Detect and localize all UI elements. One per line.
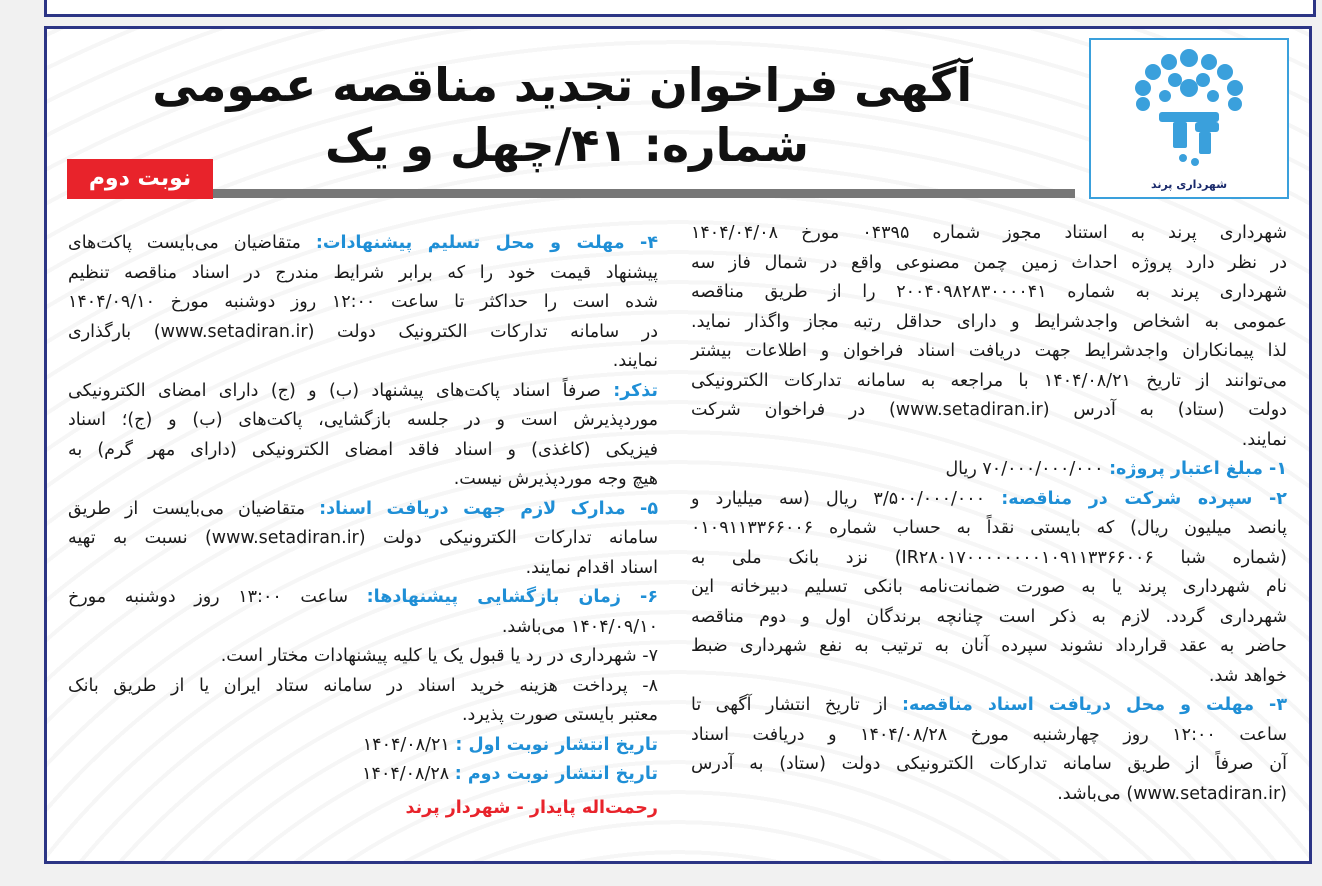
body-text: موردپذیرش است و در جلسه بازگشایی، پاکت‌های (ب) و (ج)؛ اسناد: [68, 410, 658, 430]
text-line: [68, 613, 658, 643]
divider-bar: [213, 189, 1075, 198]
text-line: [691, 396, 1287, 426]
text-line: [68, 731, 658, 761]
text-line: [68, 583, 658, 613]
notice-number: شماره: ۴۱/چهل و یک: [325, 118, 809, 172]
body-text: شهرداری گردد. لازم به ذکر است چنانچه برندگان اول و دوم مناقصه: [691, 606, 1287, 627]
text-line: [68, 465, 658, 495]
body-text: معتبر بایستی صورت پذیرد.: [461, 705, 658, 725]
text-line: [68, 406, 658, 436]
body-text: در نظر دارد پروژه احداث زمین چمن مصنوعی واقع در شمال فاز سه: [691, 252, 1287, 273]
body-text: هیچ وجه موردپذیرش نیست.: [453, 469, 658, 489]
text-line: [68, 347, 658, 377]
body-text: پیشنهاد قیمت خود را که برابر شرایط مندرج در اسناد مناقصه تنظیم: [68, 262, 658, 283]
tender-notice: [44, 26, 1312, 864]
body-text: خواهد شد.: [1208, 665, 1287, 686]
round-badge: نوبت دوم: [67, 159, 213, 199]
text-line: [691, 485, 1287, 515]
body-text: ۷- شهرداری در رد یا قبول یک یا کلیه پیشنهادات مختار است.: [220, 646, 658, 666]
text-line: [691, 691, 1287, 721]
text-line: [691, 544, 1287, 574]
section-heading: ۶- زمان بازگشایی پیشنهادها:: [366, 587, 658, 607]
body-text: نمایند.: [612, 351, 658, 371]
text-line: [691, 308, 1287, 338]
body-text: می‌توانند از تاریخ ۱۴۰۴/۰۸/۲۱ با مراجعه به سامانه تدارکات الکترونیکی: [691, 370, 1287, 391]
body-text: (شماره شبا IR۲۸۰۱۷۰۰۰۰۰۰۰۰۱۰۹۱۱۳۳۶۶۰۰۶) نزد بانک ملی به: [691, 547, 1287, 568]
body-text: لذا پیمانکاران واجدشرایط جهت دریافت اسناد فراخوان و اطلاعات بیشتر: [691, 341, 1287, 361]
text-line: [68, 642, 658, 672]
body-text: شهرداری پرند به شماره ۲۰۰۴۰۹۸۲۸۳۰۰۰۰۴۱ را از طریق مناقصه: [691, 282, 1287, 302]
left-column: [68, 229, 658, 823]
body-text: اسناد اقدام نمایند.: [525, 557, 658, 578]
text-line: [68, 554, 658, 584]
logo-emblem-icon: [1091, 40, 1287, 170]
text-line: [691, 426, 1287, 456]
body-text: دولت (ستاد) به آدرس (www.setadiran.ir) در فراخوان شرکت: [691, 400, 1287, 420]
body-text: نمایند.: [1241, 429, 1287, 450]
text-line: [691, 603, 1287, 633]
section-heading: تذکر:: [613, 380, 658, 401]
text-line: [68, 436, 658, 466]
section-heading: ۳- مهلت و محل دریافت اسناد مناقصه:: [902, 695, 1287, 715]
notice-title: آگهی فراخوان تجدید مناقصه عمومی: [152, 58, 973, 112]
text-line: [691, 514, 1287, 544]
body-text: شده است را حداکثر تا ساعت ۱۲:۰۰ روز دوشنبه مورخ ۱۴۰۴/۰۹/۱۰: [68, 292, 659, 312]
section-heading: تاریخ انتشار نوبت دوم :: [454, 764, 658, 784]
body-text: (www.setadiran.ir) می‌باشد.: [1057, 783, 1287, 804]
body-text: حاضر به عقد قرارداد نشوند سپرده آنان به ترتیب به نفع شهرداری ضبط: [691, 636, 1287, 656]
body-text: ۷۰/۰۰۰/۰۰۰/۰۰۰ ریال: [945, 459, 1104, 479]
body-text: متقاضیان می‌بایست از طریق: [68, 498, 306, 519]
text-line: [68, 495, 658, 525]
body-text: ساعت ۱۳:۰۰ روز دوشنبه مورخ: [68, 587, 348, 607]
body-text: ۳/۵۰۰/۰۰۰/۰۰۰ ریال (سه میلیارد و: [691, 488, 986, 509]
text-line: [691, 662, 1287, 692]
text-line: [68, 229, 658, 259]
text-line: [691, 367, 1287, 397]
body-text: آن صرفاً از طریق سامانه تدارکات الکترونیکی دولت (ستاد) به آدرس: [691, 754, 1287, 774]
body-text: در سامانه تدارکات الکترونیک دولت (www.setadiran.ir) بارگذاری: [68, 321, 658, 342]
signature: رحمت‌اله پایدار - شهردار پرند: [405, 797, 658, 818]
body-text: ۸- پرداخت هزینه خرید اسناد در سامانه ستاد ایران یا از طریق بانک: [68, 675, 658, 696]
body-text: متقاضیان می‌بایست پاکت‌های: [68, 233, 301, 253]
section-heading: ۴- مهلت و محل تسلیم پیشنهادات:: [315, 233, 658, 253]
text-line: [691, 750, 1287, 780]
body-text: پانصد میلیون ریال) که بایستی نقداً به حساب شماره ۰۱۰۹۱۱۳۳۶۶۰۰۶: [691, 518, 1287, 538]
body-text: ۱۴۰۴/۰۸/۲۱: [362, 734, 450, 755]
body-text: نام شهرداری پرند یا به صورت ضمانت‌نامه بانکی تسلیم دبیرخانه این: [691, 577, 1287, 597]
text-line: [691, 780, 1287, 810]
right-column: [691, 219, 1287, 809]
body-text: از تاریخ انتشار آگهی تا: [691, 695, 888, 715]
section-heading: تاریخ انتشار نوبت اول :: [455, 734, 658, 755]
text-line: [691, 249, 1287, 279]
section-heading: ۵- مدارک لازم جهت دریافت اسناد:: [319, 498, 658, 519]
section-heading: ۱- مبلغ اعتبار پروژه:: [1109, 459, 1287, 479]
text-line: [691, 337, 1287, 367]
text-line: [68, 760, 658, 790]
text-line: [691, 632, 1287, 662]
text-line: [68, 259, 658, 289]
body-text: ۱۴۰۴/۰۸/۲۸: [362, 764, 450, 784]
text-line: [691, 278, 1287, 308]
text-line: [691, 455, 1287, 485]
text-line: [68, 701, 658, 731]
body-text: عمومی به اشخاص واجدشرایط و دارای حداقل رتبه مجاز واگذار نماید.: [691, 311, 1287, 332]
logo-text: شهرداری پرند: [1150, 178, 1228, 191]
text-line: [68, 318, 658, 348]
text-line: [68, 377, 658, 407]
body-text: فیزیکی (کاغذی) و اسناد فاقد امضای الکترونیکی (دارای مهر گرم) به: [68, 439, 658, 460]
text-line: [68, 288, 658, 318]
municipality-logo: [1089, 38, 1289, 199]
text-line: [691, 573, 1287, 603]
text-line: [691, 219, 1287, 249]
body-text: صرفاً اسناد پاکت‌های پیشنهاد (ب) و (ج) دارای امضای الکترونیکی: [68, 380, 601, 401]
text-line: [68, 524, 658, 554]
body-text: شهرداری پرند به استناد مجوز شماره ۰۴۳۹۵ مورخ ۱۴۰۴/۰۴/۰۸: [691, 223, 1287, 243]
text-line: [691, 721, 1287, 751]
top-strip: [44, 0, 1316, 17]
section-heading: ۲- سپرده شرکت در مناقصه:: [1001, 488, 1287, 509]
body-text: ۱۴۰۴/۰۹/۱۰ می‌باشد.: [501, 616, 658, 637]
body-text: ساعت ۱۲:۰۰ روز چهارشنبه مورخ ۱۴۰۴/۰۸/۲۸ و دریافت اسناد: [691, 724, 1287, 745]
text-line: [68, 672, 658, 702]
body-text: سامانه تدارکات الکترونیکی دولت (www.setadiran.ir) نسبت به تهیه: [68, 528, 658, 548]
